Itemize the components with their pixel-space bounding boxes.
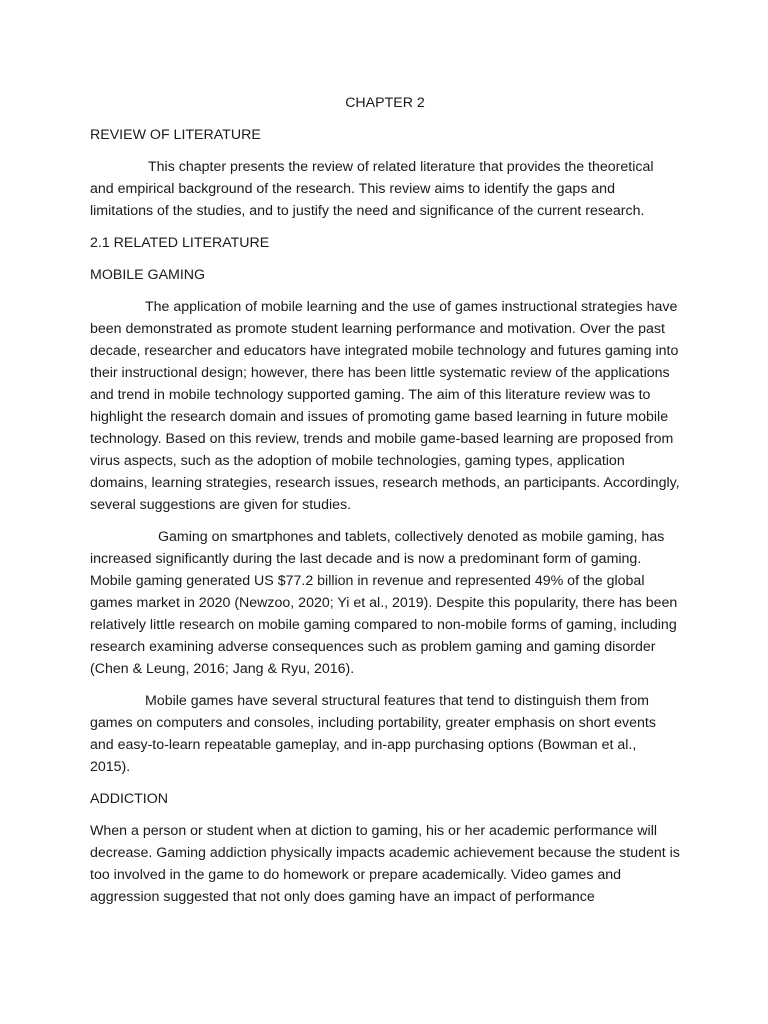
addiction-heading: ADDICTION — [90, 791, 169, 807]
mobile-gaming-paragraph-2: Gaming on smartphones and tablets, collectively denoted as mobile gaming, has increased significantly during the last decade and is now a predominant form of gaming. Mobile gaming generated US $77.2 billion in revenue and represented 49% of the global games market in 2020 (Newzoo, 2020; Yi et al., 2019). Despite this popularity, there has been relatively little research on mobile gaming compared to non-mobile forms of gaming, including research examining adverse consequences such as problem gaming and gaming disorder (Chen & Leung, 2016; Jang & Ryu, 2016). — [90, 529, 678, 677]
mobile-gaming-paragraph-3: Mobile games have several structural features that tend to distinguish them from games on computers and consoles, including portability, greater emphasis on short events and easy-to-learn repeatable gameplay, and in-app purchasing options (Bowman et al., 2015). — [90, 693, 656, 775]
mobile-gaming-heading: MOBILE GAMING — [90, 267, 206, 283]
chapter-title: CHAPTER 2 — [345, 95, 425, 111]
mobile-gaming-paragraph-1: The application of mobile learning and the use of games instructional strategies have been demonstrated as promote student learning performance and motivation. Over the past decade, researcher and educators have integrated mobile technology and futures gaming into their instructional design; however, there has been little systematic review of the applications and trend in mobile technology supported gaming. The aim of this literature review was to highlight the research domain and issues of promoting game based learning in future mobile technology. Based on this review, trends and mobile game-based learning are proposed from virus aspects, such as the adoption of mobile technologies, gaming types, application domains, learning strategies, research issues, research methods, an participants. Accordingly, several suggestions are given for studies. — [90, 299, 680, 513]
intro-paragraph: This chapter presents the review of related literature that provides the theoretical and empirical background of the research. This review aims to identify the gaps and limitations of the studies, and to justify the need and significance of the current research. — [90, 159, 654, 219]
section-heading: REVIEW OF LITERATURE — [90, 127, 261, 143]
subsection-heading: 2.1 RELATED LITERATURE — [90, 235, 270, 251]
document-page — [90, 92, 680, 918]
addiction-paragraph: When a person or student when at diction to gaming, his or her academic performance will decrease. Gaming addiction physically impacts academic achievement because the student is too involved in the game to do homework or prepare academically. Video games and aggression suggested that not only does gaming have an impact of performance — [90, 823, 680, 905]
